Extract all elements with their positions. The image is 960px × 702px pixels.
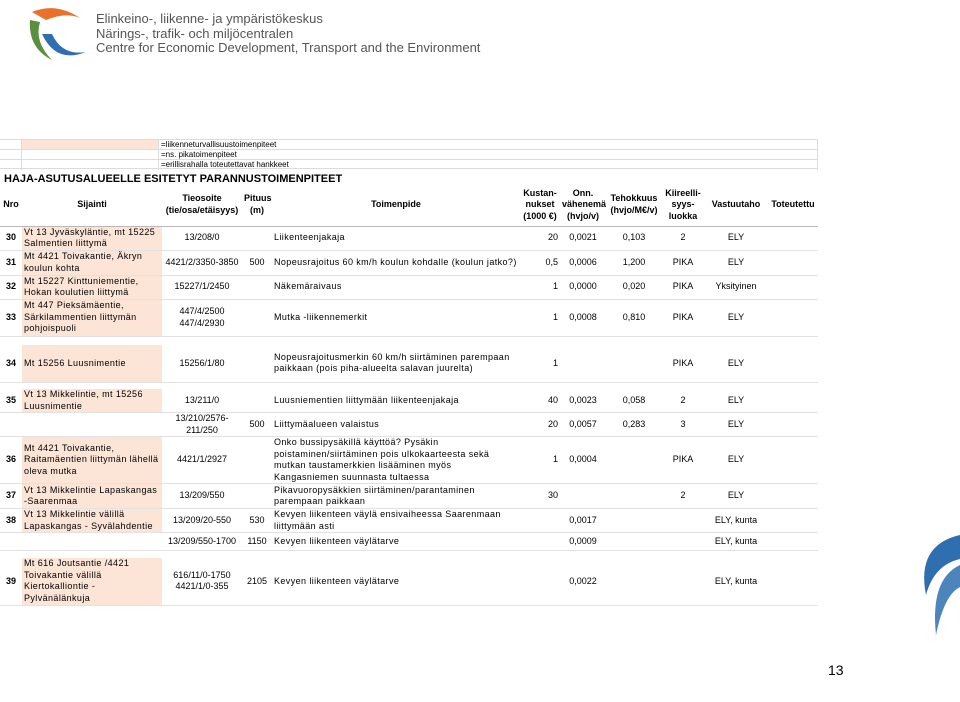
cell-vastuutaho: ELY bbox=[704, 413, 768, 437]
table-row bbox=[0, 533, 818, 551]
cell-onn: 0,0009 bbox=[560, 533, 606, 551]
legend-row bbox=[0, 139, 818, 149]
cell-onn: 0,0004 bbox=[560, 437, 606, 484]
cell-tieosoite: 13/210/2576-211/250 bbox=[162, 413, 242, 437]
legend-swatch-separate bbox=[22, 160, 159, 170]
table-row bbox=[0, 437, 818, 484]
cell-tieosoite: 447/4/2500 447/4/2930 bbox=[162, 299, 242, 336]
cell-sijainti: Vt 13 Jyväskyläntie, mt 15225 Salmentien liittymä bbox=[22, 226, 162, 250]
cell-toteutettu bbox=[768, 484, 818, 509]
cell-pituus bbox=[242, 484, 272, 509]
cell-onn bbox=[560, 484, 606, 509]
page-title: HAJA-ASUTUSALUEELLE ESITETYT PARANNUSTOIMENPITEET bbox=[4, 173, 343, 185]
cell-tehokkuus: 0,103 bbox=[606, 226, 662, 250]
cell-pituus: 530 bbox=[242, 509, 272, 533]
cell-vastuutaho: ELY, kunta bbox=[704, 509, 768, 533]
cell-onn: 0,0000 bbox=[560, 275, 606, 299]
cell-onn: 0,0022 bbox=[560, 558, 606, 606]
cell-sijainti: Mt 616 Joutsantie /4421 Toivakantie välillä Kiertokalliontie - Pylvänälänkuja bbox=[22, 558, 162, 606]
cell-kiireellisyys: PIKA bbox=[662, 437, 704, 484]
cell-kiireellisyys bbox=[662, 533, 704, 551]
cell-toteutettu bbox=[768, 345, 818, 382]
cell-toteutettu bbox=[768, 533, 818, 551]
measures-table bbox=[0, 184, 818, 606]
cell-kiireellisyys bbox=[662, 558, 704, 606]
table-row bbox=[0, 484, 818, 509]
cell-tehokkuus bbox=[606, 533, 662, 551]
cell-vastuutaho: ELY bbox=[704, 345, 768, 382]
cell-sijainti: Mt 15256 Luusnimentie bbox=[22, 345, 162, 382]
cell-toteutettu bbox=[768, 250, 818, 275]
legend-text: =liikenneturvallisuustoimenpiteet bbox=[159, 140, 818, 150]
cell-nro bbox=[0, 413, 22, 437]
cell-vastuutaho: Yksityinen bbox=[704, 275, 768, 299]
cell-tehokkuus: 0,020 bbox=[606, 275, 662, 299]
cell-vastuutaho: ELY, kunta bbox=[704, 558, 768, 606]
legend-row bbox=[0, 149, 818, 159]
cell-sijainti: Vt 13 Mikkelintie Lapaskangas -Saarenmaa bbox=[22, 484, 162, 509]
cell-sijainti: Mt 15227 Kinttuniementie, Hokan koulutien liittymä bbox=[22, 275, 162, 299]
cell-kustannukset: 1 bbox=[520, 345, 560, 382]
separator-row bbox=[0, 551, 818, 558]
cell-vastuutaho: ELY bbox=[704, 250, 768, 275]
legend bbox=[0, 139, 818, 169]
cell-tehokkuus bbox=[606, 558, 662, 606]
cell-kustannukset: 20 bbox=[520, 413, 560, 437]
cell-tehokkuus bbox=[606, 437, 662, 484]
table-header-row bbox=[0, 184, 818, 226]
cell-pituus bbox=[242, 389, 272, 413]
cell-kustannukset: 1 bbox=[520, 275, 560, 299]
cell-sijainti: Mt 4421 Toivakantie, Raitamäentien liittymän lähellä oleva mutka bbox=[22, 437, 162, 484]
cell-pituus bbox=[242, 275, 272, 299]
cell-toteutettu bbox=[768, 437, 818, 484]
cell-tehokkuus bbox=[606, 345, 662, 382]
separator-row bbox=[0, 336, 818, 345]
cell-pituus: 2105 bbox=[242, 558, 272, 606]
table-row bbox=[0, 250, 818, 275]
table-row bbox=[0, 275, 818, 299]
table-row bbox=[0, 389, 818, 413]
cell-kustannukset: 0,5 bbox=[520, 250, 560, 275]
cell-kiireellisyys: 2 bbox=[662, 226, 704, 250]
table-body bbox=[0, 226, 818, 606]
cell-nro: 30 bbox=[0, 226, 22, 250]
cell-sijainti bbox=[22, 413, 162, 437]
cell-nro: 34 bbox=[0, 345, 22, 382]
cell-tieosoite: 616/11/0-1750 4421/1/0-355 bbox=[162, 558, 242, 606]
col-header-tehokkuus: Tehokkuus (hvjo/M€/v) bbox=[606, 184, 662, 226]
cell-toteutettu bbox=[768, 509, 818, 533]
legend-text: =erillisrahalla toteutettavat hankkeet bbox=[159, 160, 818, 170]
cell-kiireellisyys: PIKA bbox=[662, 299, 704, 336]
table-row bbox=[0, 345, 818, 382]
cell-kiireellisyys: PIKA bbox=[662, 345, 704, 382]
cell-pituus bbox=[242, 226, 272, 250]
cell-kustannukset: 1 bbox=[520, 299, 560, 336]
cell-nro: 33 bbox=[0, 299, 22, 336]
cell-kiireellisyys bbox=[662, 509, 704, 533]
cell-toimenpide: Nopeusrajoitusmerkin 60 km/h siirtäminen parempaan paikkaan (pois piha-alueelta salavan juurelta) bbox=[272, 345, 520, 382]
cell-tieosoite: 13/209/550 bbox=[162, 484, 242, 509]
cell-tieosoite: 15227/1/2450 bbox=[162, 275, 242, 299]
cell-kiireellisyys: 3 bbox=[662, 413, 704, 437]
cell-toimenpide: Onko bussipysäkillä käyttöä? Pysäkin poistaminen/siirtäminen pois ulkokaarteesta sekä mutkan taustamerkkien lisääminen myös Kangasniemen suunnasta tultaessa bbox=[272, 437, 520, 484]
table-row bbox=[0, 226, 818, 250]
decorative-leaf-emblem-icon bbox=[886, 525, 960, 645]
col-header-toimenpide: Toimenpide bbox=[272, 184, 520, 226]
cell-kustannukset: 20 bbox=[520, 226, 560, 250]
cell-tehokkuus: 0,058 bbox=[606, 389, 662, 413]
separator-row bbox=[0, 382, 818, 389]
cell-toimenpide: Mutka -liikennemerkit bbox=[272, 299, 520, 336]
cell-onn: 0,0008 bbox=[560, 299, 606, 336]
cell-sijainti: Mt 447 Pieksämäentie, Särkilammentien liittymän pohjoispuoli bbox=[22, 299, 162, 336]
org-name-lines bbox=[96, 12, 480, 56]
cell-sijainti: Mt 4421 Toivakantie, Äkryn koulun kohta bbox=[22, 250, 162, 275]
cell-tehokkuus: 1,200 bbox=[606, 250, 662, 275]
cell-kustannukset: 1 bbox=[520, 437, 560, 484]
col-header-toteutettu: Toteutettu bbox=[768, 184, 818, 226]
cell-pituus: 500 bbox=[242, 250, 272, 275]
cell-sijainti bbox=[22, 533, 162, 551]
cell-tieosoite: 13/209/20-550 bbox=[162, 509, 242, 533]
cell-toteutettu bbox=[768, 226, 818, 250]
cell-vastuutaho: ELY bbox=[704, 437, 768, 484]
cell-toteutettu bbox=[768, 389, 818, 413]
cell-tieosoite: 4421/2/3350-3850 bbox=[162, 250, 242, 275]
cell-tehokkuus bbox=[606, 484, 662, 509]
cell-toteutettu bbox=[768, 558, 818, 606]
cell-vastuutaho: ELY bbox=[704, 299, 768, 336]
cell-kustannukset: 40 bbox=[520, 389, 560, 413]
col-header-onn: Onn. vähenemä (hvjo/v) bbox=[560, 184, 606, 226]
cell-kiireellisyys: PIKA bbox=[662, 250, 704, 275]
cell-onn: 0,0006 bbox=[560, 250, 606, 275]
cell-onn: 0,0021 bbox=[560, 226, 606, 250]
cell-toimenpide: Liikenteenjakaja bbox=[272, 226, 520, 250]
org-name-fi: Elinkeino-, liikenne- ja ympäristökeskus bbox=[96, 11, 323, 26]
table-row bbox=[0, 413, 818, 437]
col-header-kiireellisyys: Kiireelli- syys- luokka bbox=[662, 184, 704, 226]
legend-text: =ns. pikatoimenpiteet bbox=[159, 150, 818, 160]
cell-pituus bbox=[242, 437, 272, 484]
cell-kustannukset: 30 bbox=[520, 484, 560, 509]
cell-kiireellisyys: PIKA bbox=[662, 275, 704, 299]
cell-tieosoite: 13/208/0 bbox=[162, 226, 242, 250]
cell-tieosoite: 13/211/0 bbox=[162, 389, 242, 413]
cell-nro: 39 bbox=[0, 558, 22, 606]
col-header-kustannukset: Kustan- nukset (1000 €) bbox=[520, 184, 560, 226]
cell-toteutettu bbox=[768, 413, 818, 437]
cell-vastuutaho: ELY bbox=[704, 484, 768, 509]
col-header-vastuutaho: Vastuutaho bbox=[704, 184, 768, 226]
cell-toteutettu bbox=[768, 275, 818, 299]
cell-nro: 35 bbox=[0, 389, 22, 413]
cell-tieosoite: 13/209/550-1700 bbox=[162, 533, 242, 551]
cell-sijainti: Vt 13 Mikkelintie välillä Lapaskangas - Syvälahdentie bbox=[22, 509, 162, 533]
cell-nro: 32 bbox=[0, 275, 22, 299]
cell-vastuutaho: ELY bbox=[704, 389, 768, 413]
cell-kiireellisyys: 2 bbox=[662, 484, 704, 509]
table-row bbox=[0, 299, 818, 336]
col-header-pituus: Pituus (m) bbox=[242, 184, 272, 226]
cell-tehokkuus: 0,283 bbox=[606, 413, 662, 437]
cell-kustannukset bbox=[520, 533, 560, 551]
org-name-en: Centre for Economic Development, Transport and the Environment bbox=[96, 40, 481, 55]
cell-pituus: 500 bbox=[242, 413, 272, 437]
cell-nro: 31 bbox=[0, 250, 22, 275]
cell-toteutettu bbox=[768, 299, 818, 336]
cell-kustannukset bbox=[520, 558, 560, 606]
page-number: 13 bbox=[828, 662, 844, 678]
col-header-tieosoite: Tieosoite (tie/osa/etäisyys) bbox=[162, 184, 242, 226]
cell-nro: 37 bbox=[0, 484, 22, 509]
cell-nro bbox=[0, 533, 22, 551]
cell-nro: 38 bbox=[0, 509, 22, 533]
cell-vastuutaho: ELY, kunta bbox=[704, 533, 768, 551]
cell-toimenpide: Liittymäalueen valaistus bbox=[272, 413, 520, 437]
cell-toimenpide: Nopeusrajoitus 60 km/h koulun kohdalle (koulun jatko?) bbox=[272, 250, 520, 275]
org-logo bbox=[26, 4, 481, 74]
table-row bbox=[0, 509, 818, 533]
cell-tieosoite: 15256/1/80 bbox=[162, 345, 242, 382]
cell-onn: 0,0023 bbox=[560, 389, 606, 413]
cell-tehokkuus: 0,810 bbox=[606, 299, 662, 336]
cell-onn: 0,0057 bbox=[560, 413, 606, 437]
cell-vastuutaho: ELY bbox=[704, 226, 768, 250]
cell-kiireellisyys: 2 bbox=[662, 389, 704, 413]
cell-toimenpide: Kevyen liikenteen väylätarve bbox=[272, 558, 520, 606]
cell-nro: 36 bbox=[0, 437, 22, 484]
cell-sijainti: Vt 13 Mikkelintie, mt 15256 Luusnimentie bbox=[22, 389, 162, 413]
cell-toimenpide: Luusniementien liittymään liikenteenjakaja bbox=[272, 389, 520, 413]
cell-pituus bbox=[242, 299, 272, 336]
cell-onn: 0,0017 bbox=[560, 509, 606, 533]
legend-row bbox=[0, 159, 818, 169]
ely-logo-icon bbox=[26, 4, 88, 68]
org-name-sv: Närings-, trafik- och miljöcentralen bbox=[96, 25, 294, 41]
col-header-nro: Nro bbox=[0, 184, 22, 226]
cell-tehokkuus bbox=[606, 509, 662, 533]
cell-pituus: 1150 bbox=[242, 533, 272, 551]
cell-toimenpide: Pikavuoropysäkkien siirtäminen/parantaminen parempaan paikkaan bbox=[272, 484, 520, 509]
cell-kustannukset bbox=[520, 509, 560, 533]
cell-tieosoite: 4421/1/2927 bbox=[162, 437, 242, 484]
table-row bbox=[0, 558, 818, 606]
cell-toimenpide: Kevyen liikenteen väylätarve bbox=[272, 533, 520, 551]
cell-pituus bbox=[242, 345, 272, 382]
cell-toimenpide: Kevyen liikenteen väylä ensivaiheessa Saarenmaan liittymään asti bbox=[272, 509, 520, 533]
cell-onn bbox=[560, 345, 606, 382]
col-header-sijainti: Sijainti bbox=[22, 184, 162, 226]
cell-toimenpide: Näkemäraivaus bbox=[272, 275, 520, 299]
